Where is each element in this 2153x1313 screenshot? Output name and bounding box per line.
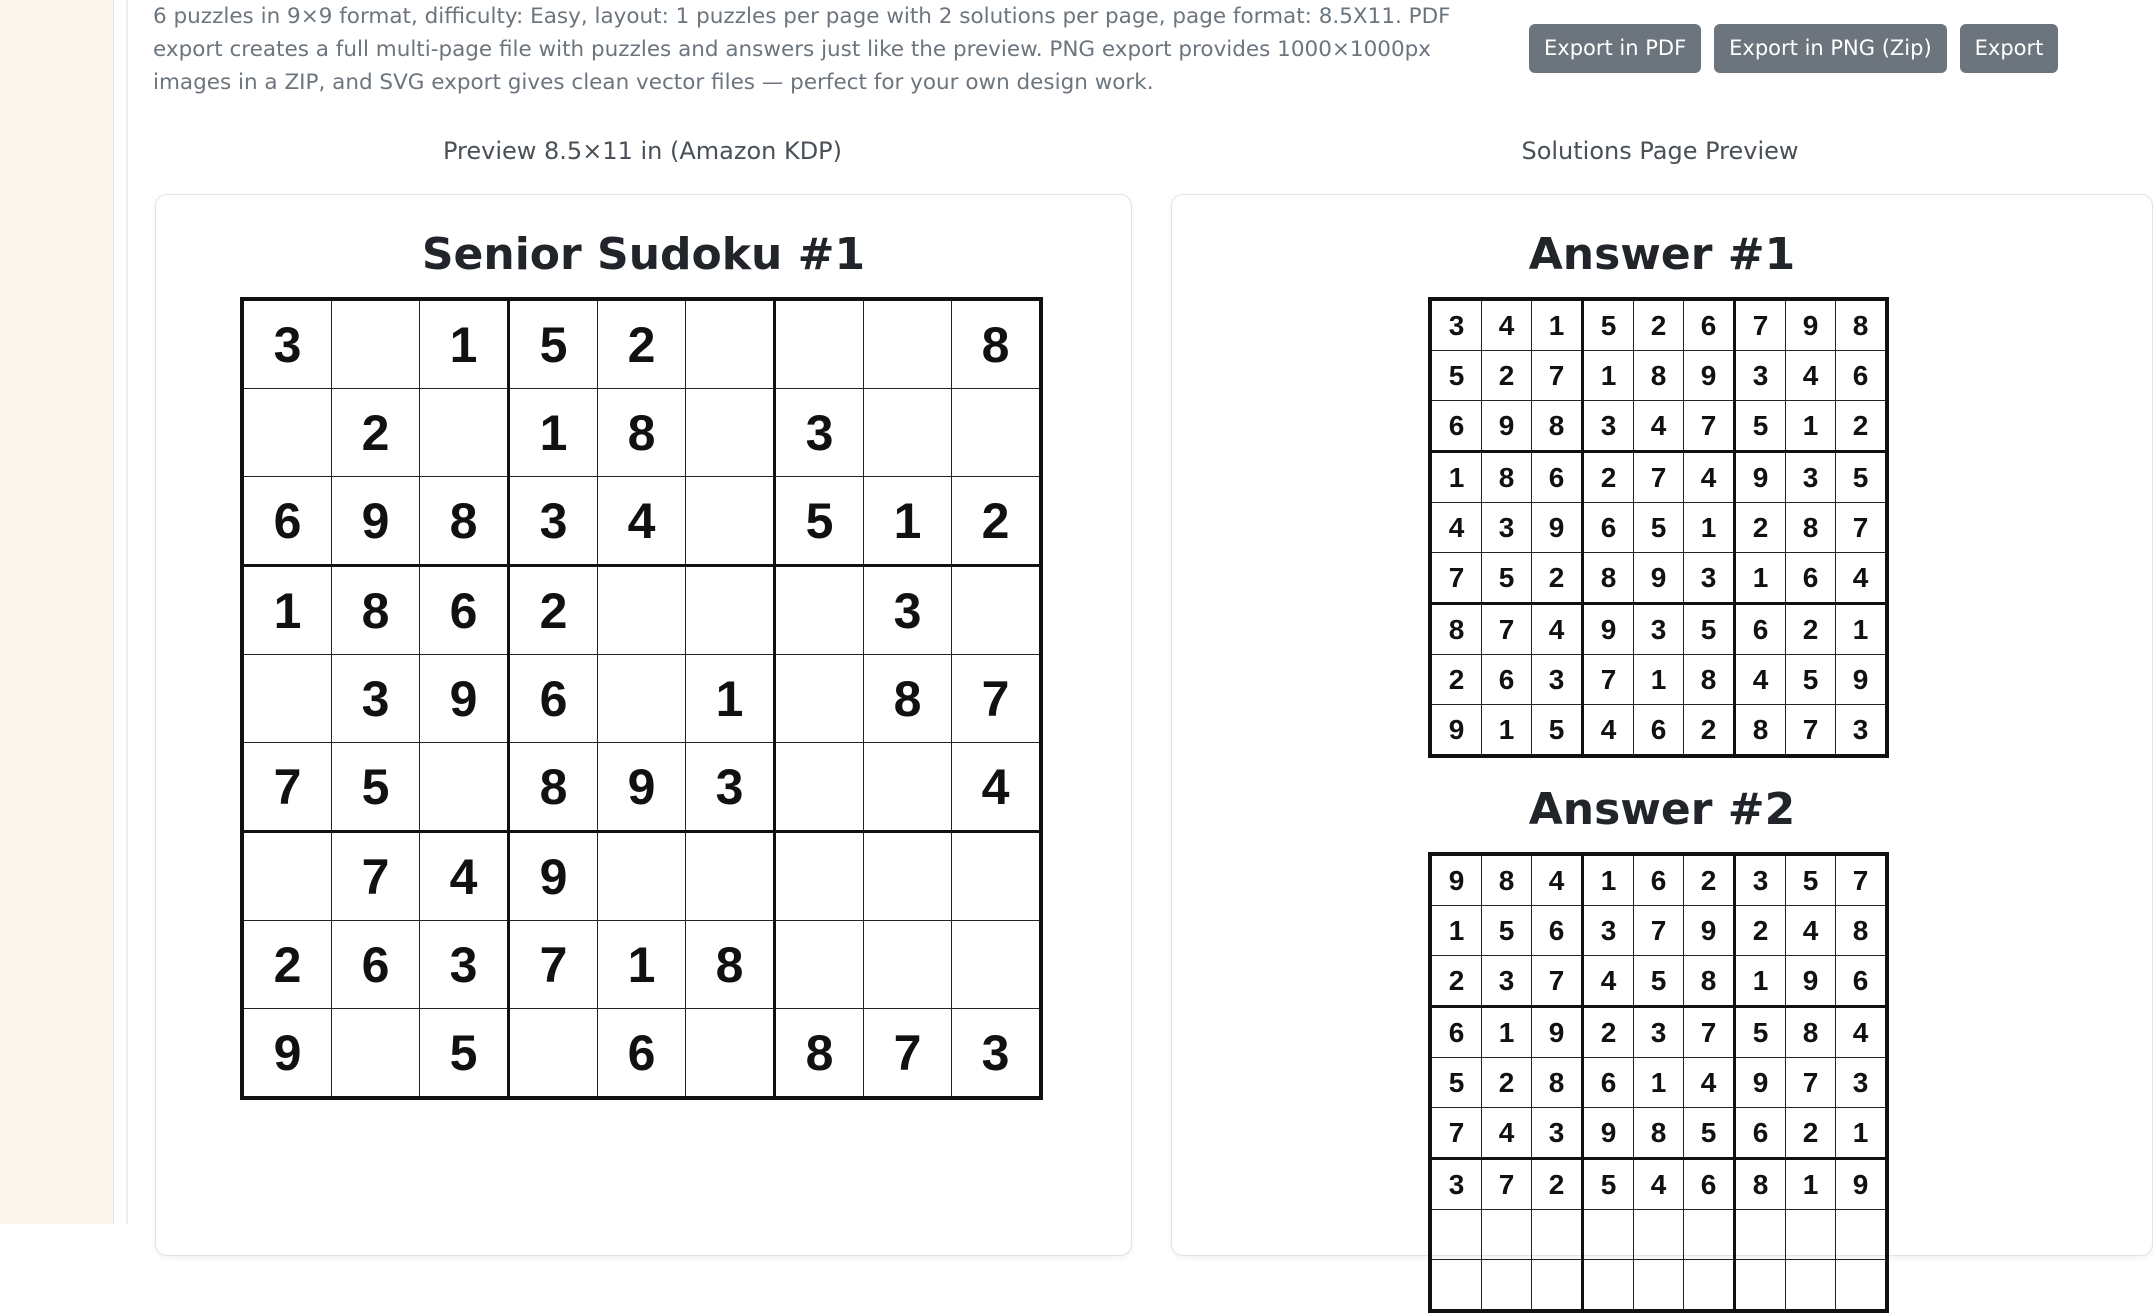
grid-cell: 6 xyxy=(1735,604,1786,655)
grid-cell: 5 xyxy=(1735,401,1786,452)
grid-cell: 2 xyxy=(1482,351,1532,401)
grid-cell xyxy=(952,566,1042,655)
grid-cell: 1 xyxy=(1684,503,1735,553)
grid-cell: 3 xyxy=(1836,1058,1888,1108)
grid-cell xyxy=(775,743,864,832)
grid-cell xyxy=(775,299,864,389)
grid-cell: 9 xyxy=(509,832,598,921)
grid-cell xyxy=(686,477,775,566)
grid-cell: 4 xyxy=(1430,503,1482,553)
grid-cell: 6 xyxy=(1735,1108,1786,1159)
grid-cell xyxy=(420,389,509,477)
grid-cell: 8 xyxy=(1532,1058,1583,1108)
grid-cell: 2 xyxy=(1684,854,1735,906)
grid-cell xyxy=(598,832,686,921)
grid-cell: 6 xyxy=(1634,854,1684,906)
grid-cell: 3 xyxy=(864,566,952,655)
grid-row xyxy=(1430,452,1887,503)
grid-cell: 6 xyxy=(509,655,598,743)
grid-cell: 9 xyxy=(1532,1007,1583,1058)
grid-cell: 9 xyxy=(1430,854,1482,906)
grid-cell: 8 xyxy=(509,743,598,832)
grid-cell xyxy=(598,655,686,743)
grid-cell: 2 xyxy=(1430,655,1482,705)
grid-cell: 7 xyxy=(1786,705,1836,757)
grid-cell: 2 xyxy=(1836,401,1888,452)
grid-cell xyxy=(1684,1210,1735,1260)
grid-cell: 3 xyxy=(686,743,775,832)
grid-cell xyxy=(864,832,952,921)
grid-row xyxy=(242,477,1041,566)
grid-cell: 1 xyxy=(1836,604,1888,655)
grid-cell: 8 xyxy=(1836,906,1888,956)
grid-cell: 5 xyxy=(1532,705,1583,757)
grid-cell: 1 xyxy=(1482,1007,1532,1058)
grid-cell xyxy=(775,655,864,743)
grid-cell: 6 xyxy=(598,1009,686,1099)
grid-cell: 3 xyxy=(1684,553,1735,604)
grid-cell: 4 xyxy=(1482,1108,1532,1159)
grid-cell: 8 xyxy=(1482,854,1532,906)
grid-cell: 6 xyxy=(420,566,509,655)
grid-cell: 5 xyxy=(1786,854,1836,906)
puzzle-title: Senior Sudoku #1 xyxy=(421,229,866,280)
grid-cell: 6 xyxy=(1482,655,1532,705)
grid-cell xyxy=(864,299,952,389)
grid-cell: 9 xyxy=(1735,452,1786,503)
grid-cell: 7 xyxy=(1430,1108,1482,1159)
grid-cell: 4 xyxy=(1836,1007,1888,1058)
grid-cell: 7 xyxy=(1583,655,1634,705)
grid-cell: 7 xyxy=(1482,1159,1532,1210)
grid-cell: 4 xyxy=(1583,956,1634,1007)
grid-cell: 3 xyxy=(509,477,598,566)
grid-cell: 1 xyxy=(864,477,952,566)
grid-cell: 9 xyxy=(1786,299,1836,351)
grid-cell: 7 xyxy=(952,655,1042,743)
grid-cell: 8 xyxy=(1430,604,1482,655)
grid-cell: 7 xyxy=(1634,452,1684,503)
grid-cell xyxy=(775,832,864,921)
grid-cell: 3 xyxy=(1836,705,1888,757)
grid-cell: 8 xyxy=(686,921,775,1009)
grid-cell: 8 xyxy=(952,299,1042,389)
grid-cell: 3 xyxy=(242,299,332,389)
grid-cell: 5 xyxy=(420,1009,509,1099)
grid-row xyxy=(242,1009,1041,1099)
grid-cell: 6 xyxy=(1532,452,1583,503)
grid-cell: 4 xyxy=(1482,299,1532,351)
grid-row xyxy=(242,832,1041,921)
grid-cell: 1 xyxy=(242,566,332,655)
grid-row xyxy=(242,566,1041,655)
grid-cell: 9 xyxy=(1482,401,1532,452)
grid-cell: 9 xyxy=(1583,1108,1634,1159)
export-svg-button[interactable]: Export xyxy=(1960,24,2059,73)
grid-cell: 7 xyxy=(1684,1007,1735,1058)
grid-cell xyxy=(242,389,332,477)
grid-cell: 5 xyxy=(775,477,864,566)
grid-cell xyxy=(952,832,1042,921)
grid-cell: 6 xyxy=(1634,705,1684,757)
grid-cell: 1 xyxy=(1786,1159,1836,1210)
grid-cell: 9 xyxy=(1836,1159,1888,1210)
grid-cell xyxy=(775,566,864,655)
grid-cell: 7 xyxy=(1735,299,1786,351)
grid-cell xyxy=(952,389,1042,477)
grid-cell: 5 xyxy=(1482,553,1532,604)
grid-cell xyxy=(775,921,864,1009)
grid-row xyxy=(1430,1210,1887,1260)
grid-cell: 1 xyxy=(1634,655,1684,705)
grid-row xyxy=(1430,299,1887,351)
grid-cell: 8 xyxy=(1735,705,1786,757)
grid-cell: 2 xyxy=(242,921,332,1009)
export-pdf-button[interactable]: Export in PDF xyxy=(1529,24,1701,73)
grid-cell: 6 xyxy=(1583,503,1634,553)
grid-cell: 8 xyxy=(1786,1007,1836,1058)
grid-cell: 6 xyxy=(1684,299,1735,351)
grid-cell xyxy=(686,566,775,655)
grid-cell: 4 xyxy=(1836,553,1888,604)
grid-cell: 2 xyxy=(1684,705,1735,757)
grid-cell: 8 xyxy=(1684,655,1735,705)
grid-cell xyxy=(1786,1210,1836,1260)
grid-cell: 7 xyxy=(1836,503,1888,553)
grid-cell: 4 xyxy=(1634,1159,1684,1210)
grid-cell: 3 xyxy=(1735,351,1786,401)
grid-cell: 1 xyxy=(1583,351,1634,401)
grid-cell: 3 xyxy=(1735,854,1786,906)
grid-cell xyxy=(332,299,420,389)
grid-cell: 2 xyxy=(598,299,686,389)
export-description: 6 puzzles in 9×9 format, difficulty: Easy, layout: 1 puzzles per page with 2 solutions per page, page format: 8.5X11. PDF export creates a full multi-page file with puzzles and answers just like the preview. PNG export provides 1000×1000px images in a ZIP, and SVG export gives clean vector files — perfect for your own design work. xyxy=(153,4,1451,95)
grid-cell: 1 xyxy=(1735,553,1786,604)
grid-cell: 5 xyxy=(1684,1108,1735,1159)
grid-cell: 1 xyxy=(1786,401,1836,452)
grid-cell: 3 xyxy=(1430,299,1482,351)
grid-cell: 9 xyxy=(1532,503,1583,553)
grid-cell: 6 xyxy=(332,921,420,1009)
preview-heading: Preview 8.5×11 in (Amazon KDP) xyxy=(442,137,843,165)
export-png-zip-button[interactable]: Export in PNG (Zip) xyxy=(1714,24,1947,73)
grid-cell: 3 xyxy=(1482,956,1532,1007)
grid-row xyxy=(1430,956,1887,1007)
grid-cell: 8 xyxy=(775,1009,864,1099)
grid-cell xyxy=(1634,1260,1684,1312)
grid-cell xyxy=(1684,1260,1735,1312)
grid-row xyxy=(1430,1007,1887,1058)
grid-cell xyxy=(1532,1210,1583,1260)
grid-cell: 6 xyxy=(1836,351,1888,401)
grid-cell: 7 xyxy=(509,921,598,1009)
grid-cell: 8 xyxy=(1532,401,1583,452)
grid-cell xyxy=(864,921,952,1009)
grid-cell xyxy=(1836,1260,1888,1312)
grid-cell: 3 xyxy=(1532,655,1583,705)
grid-cell: 9 xyxy=(332,477,420,566)
grid-cell: 2 xyxy=(1735,906,1786,956)
grid-cell: 6 xyxy=(1430,1007,1482,1058)
grid-cell: 1 xyxy=(1735,956,1786,1007)
grid-cell: 2 xyxy=(1532,553,1583,604)
grid-cell: 8 xyxy=(1634,1108,1684,1159)
answer-2-title: Answer #2 xyxy=(1528,784,1796,835)
grid-cell: 2 xyxy=(1634,299,1684,351)
grid-cell xyxy=(1482,1210,1532,1260)
grid-cell: 3 xyxy=(1786,452,1836,503)
grid-cell: 9 xyxy=(1634,553,1684,604)
grid-cell xyxy=(1735,1210,1786,1260)
solutions-heading: Solutions Page Preview xyxy=(1521,137,1799,165)
answer-2-grid xyxy=(1428,852,1889,1313)
grid-cell xyxy=(1634,1210,1684,1260)
grid-cell: 5 xyxy=(1735,1007,1786,1058)
grid-cell: 3 xyxy=(1430,1159,1482,1210)
grid-cell xyxy=(1836,1210,1888,1260)
grid-cell: 6 xyxy=(1684,1159,1735,1210)
grid-cell: 6 xyxy=(1786,553,1836,604)
grid-cell xyxy=(420,743,509,832)
grid-cell: 5 xyxy=(1583,299,1634,351)
grid-cell: 2 xyxy=(332,389,420,477)
grid-cell: 9 xyxy=(1786,956,1836,1007)
grid-cell: 7 xyxy=(1430,553,1482,604)
answer-1-grid xyxy=(1428,297,1889,758)
grid-cell: 1 xyxy=(1430,906,1482,956)
grid-cell: 6 xyxy=(242,477,332,566)
puzzle-preview-card xyxy=(155,194,1132,1256)
grid-row xyxy=(242,655,1041,743)
grid-row xyxy=(1430,854,1887,906)
grid-cell xyxy=(1583,1260,1634,1312)
grid-cell: 7 xyxy=(242,743,332,832)
grid-cell: 3 xyxy=(1634,1007,1684,1058)
solutions-preview-card xyxy=(1171,194,2153,1256)
grid-cell: 4 xyxy=(1634,401,1684,452)
grid-cell xyxy=(864,743,952,832)
grid-row xyxy=(1430,351,1887,401)
grid-row xyxy=(1430,503,1887,553)
export-button-group xyxy=(1529,24,2058,73)
grid-cell xyxy=(1532,1260,1583,1312)
sudoku-puzzle-grid xyxy=(240,297,1043,1100)
grid-cell: 7 xyxy=(1634,906,1684,956)
grid-cell: 3 xyxy=(420,921,509,1009)
sidebar-background xyxy=(0,0,114,1224)
grid-row xyxy=(1430,553,1887,604)
grid-row xyxy=(242,921,1041,1009)
grid-row xyxy=(1430,604,1887,655)
grid-cell: 8 xyxy=(1482,452,1532,503)
grid-cell xyxy=(686,389,775,477)
grid-cell xyxy=(598,566,686,655)
grid-cell: 8 xyxy=(1735,1159,1786,1210)
grid-cell: 1 xyxy=(420,299,509,389)
grid-cell: 9 xyxy=(1430,705,1482,757)
grid-cell: 4 xyxy=(952,743,1042,832)
grid-cell: 4 xyxy=(1532,604,1583,655)
grid-cell: 7 xyxy=(1684,401,1735,452)
grid-cell: 7 xyxy=(864,1009,952,1099)
grid-cell: 2 xyxy=(1735,503,1786,553)
grid-cell: 7 xyxy=(1836,854,1888,906)
grid-cell: 1 xyxy=(1634,1058,1684,1108)
grid-cell: 9 xyxy=(242,1009,332,1099)
grid-cell xyxy=(1430,1260,1482,1312)
grid-cell: 5 xyxy=(332,743,420,832)
grid-cell: 4 xyxy=(1532,854,1583,906)
grid-cell xyxy=(1583,1210,1634,1260)
grid-cell xyxy=(1735,1260,1786,1312)
grid-cell: 6 xyxy=(1430,401,1482,452)
grid-cell: 1 xyxy=(1836,1108,1888,1159)
grid-cell: 5 xyxy=(1430,351,1482,401)
grid-cell: 9 xyxy=(420,655,509,743)
grid-cell: 2 xyxy=(1482,1058,1532,1108)
grid-cell: 2 xyxy=(952,477,1042,566)
grid-cell xyxy=(686,1009,775,1099)
grid-cell xyxy=(952,921,1042,1009)
grid-cell: 1 xyxy=(1532,299,1583,351)
grid-row xyxy=(1430,401,1887,452)
grid-cell: 9 xyxy=(598,743,686,832)
grid-cell xyxy=(242,832,332,921)
grid-cell: 4 xyxy=(1684,452,1735,503)
grid-cell: 6 xyxy=(1583,1058,1634,1108)
grid-cell xyxy=(864,389,952,477)
grid-cell: 2 xyxy=(1532,1159,1583,1210)
grid-cell xyxy=(686,832,775,921)
grid-cell xyxy=(509,1009,598,1099)
grid-cell: 1 xyxy=(598,921,686,1009)
grid-cell: 8 xyxy=(598,389,686,477)
grid-cell: 5 xyxy=(1583,1159,1634,1210)
grid-cell: 2 xyxy=(1583,1007,1634,1058)
grid-row xyxy=(1430,1058,1887,1108)
grid-cell: 8 xyxy=(1583,553,1634,604)
answer-1-title: Answer #1 xyxy=(1528,229,1796,280)
grid-cell: 5 xyxy=(1786,655,1836,705)
grid-cell: 3 xyxy=(332,655,420,743)
grid-cell: 7 xyxy=(1532,351,1583,401)
grid-cell xyxy=(1786,1260,1836,1312)
grid-cell: 5 xyxy=(1684,604,1735,655)
grid-cell: 9 xyxy=(1684,906,1735,956)
grid-cell: 8 xyxy=(420,477,509,566)
grid-cell: 7 xyxy=(1532,956,1583,1007)
grid-cell: 4 xyxy=(1583,705,1634,757)
grid-cell: 1 xyxy=(1482,705,1532,757)
grid-cell: 8 xyxy=(1634,351,1684,401)
grid-cell: 5 xyxy=(1634,956,1684,1007)
grid-cell: 3 xyxy=(1634,604,1684,655)
grid-cell: 7 xyxy=(1786,1058,1836,1108)
grid-row xyxy=(1430,655,1887,705)
grid-cell: 1 xyxy=(1583,854,1634,906)
grid-cell: 5 xyxy=(509,299,598,389)
grid-cell: 4 xyxy=(598,477,686,566)
grid-row xyxy=(242,743,1041,832)
grid-cell xyxy=(1430,1210,1482,1260)
grid-row xyxy=(1430,705,1887,757)
grid-cell: 6 xyxy=(1532,906,1583,956)
grid-cell: 8 xyxy=(864,655,952,743)
grid-row xyxy=(1430,906,1887,956)
grid-cell: 9 xyxy=(1735,1058,1786,1108)
grid-cell: 9 xyxy=(1583,604,1634,655)
grid-cell: 5 xyxy=(1836,452,1888,503)
grid-cell: 3 xyxy=(1532,1108,1583,1159)
grid-cell: 2 xyxy=(1786,604,1836,655)
grid-cell: 2 xyxy=(1583,452,1634,503)
grid-cell: 9 xyxy=(1684,351,1735,401)
grid-cell: 7 xyxy=(332,832,420,921)
grid-cell: 5 xyxy=(1482,906,1532,956)
grid-cell: 1 xyxy=(509,389,598,477)
grid-cell: 3 xyxy=(952,1009,1042,1099)
grid-cell: 4 xyxy=(1684,1058,1735,1108)
grid-row xyxy=(242,389,1041,477)
grid-cell: 2 xyxy=(509,566,598,655)
grid-cell: 5 xyxy=(1634,503,1684,553)
grid-cell: 3 xyxy=(1482,503,1532,553)
grid-cell xyxy=(332,1009,420,1099)
grid-cell: 9 xyxy=(1836,655,1888,705)
grid-cell: 4 xyxy=(1786,351,1836,401)
grid-cell: 2 xyxy=(1786,1108,1836,1159)
grid-cell: 4 xyxy=(420,832,509,921)
grid-cell: 5 xyxy=(1430,1058,1482,1108)
grid-cell: 1 xyxy=(686,655,775,743)
grid-cell: 4 xyxy=(1735,655,1786,705)
grid-row xyxy=(1430,1159,1887,1210)
grid-cell: 6 xyxy=(1836,956,1888,1007)
grid-cell: 1 xyxy=(1430,452,1482,503)
grid-cell: 8 xyxy=(332,566,420,655)
grid-cell: 4 xyxy=(1786,906,1836,956)
grid-cell: 7 xyxy=(1482,604,1532,655)
grid-cell xyxy=(242,655,332,743)
grid-row xyxy=(242,299,1041,389)
grid-cell: 3 xyxy=(1583,906,1634,956)
grid-cell: 8 xyxy=(1786,503,1836,553)
grid-cell: 2 xyxy=(1430,956,1482,1007)
content-divider xyxy=(126,0,128,1224)
grid-row xyxy=(1430,1108,1887,1159)
grid-cell: 3 xyxy=(1583,401,1634,452)
grid-cell: 3 xyxy=(775,389,864,477)
grid-cell xyxy=(686,299,775,389)
grid-row xyxy=(1430,1260,1887,1312)
grid-cell xyxy=(1482,1260,1532,1312)
grid-cell: 8 xyxy=(1836,299,1888,351)
grid-cell: 8 xyxy=(1684,956,1735,1007)
